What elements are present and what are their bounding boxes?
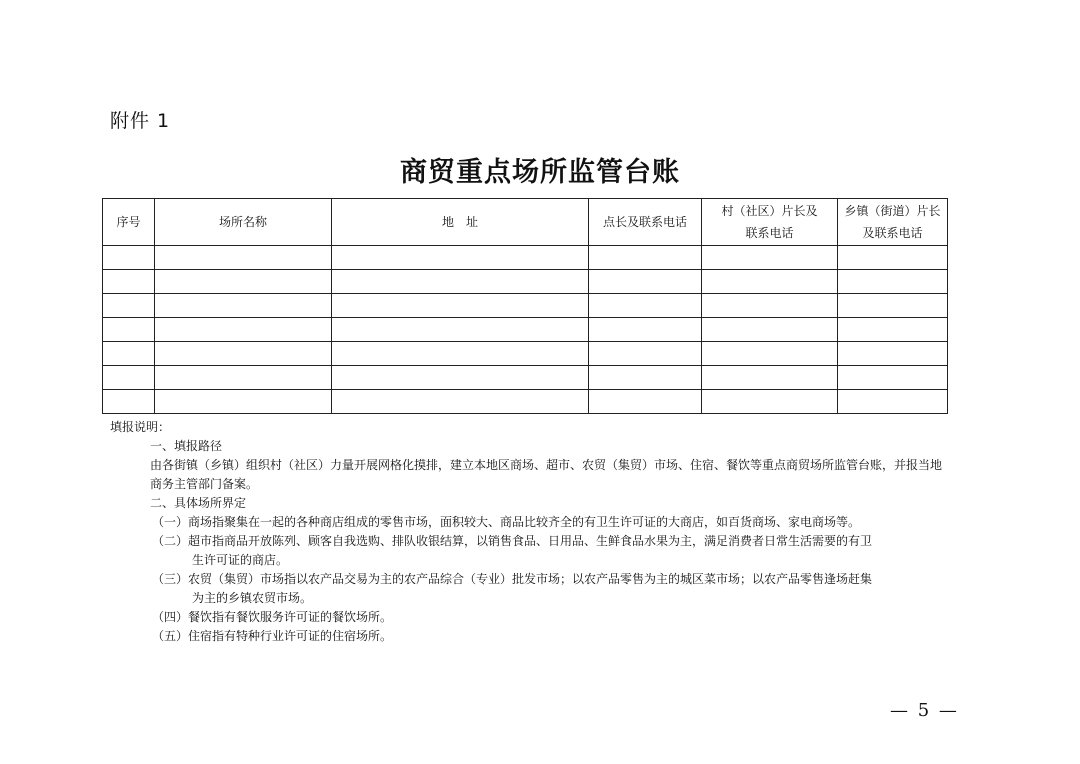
- table-cell[interactable]: [589, 318, 702, 342]
- table-cell[interactable]: [103, 342, 155, 366]
- table-cell[interactable]: [702, 366, 838, 390]
- table-cell[interactable]: [155, 342, 332, 366]
- table-cell[interactable]: [838, 318, 948, 342]
- table-cell[interactable]: [589, 390, 702, 414]
- table-cell[interactable]: [838, 366, 948, 390]
- table-cell[interactable]: [838, 390, 948, 414]
- table-cell[interactable]: [155, 390, 332, 414]
- ledger-table: [102, 198, 948, 414]
- notes-section2-title: 二、具体场所界定: [150, 496, 247, 510]
- table-cell[interactable]: [702, 390, 838, 414]
- table-cell[interactable]: [702, 294, 838, 318]
- col-header-venue-name: 场所名称: [155, 199, 332, 246]
- table-cell[interactable]: [103, 318, 155, 342]
- attachment-label: 附件 1: [110, 110, 171, 132]
- table-row: [103, 342, 948, 366]
- table-cell[interactable]: [332, 318, 589, 342]
- table-cell[interactable]: [589, 342, 702, 366]
- table-cell[interactable]: [702, 342, 838, 366]
- notes-heading: 填报说明：: [110, 420, 171, 434]
- table-cell[interactable]: [155, 294, 332, 318]
- filling-notes: [110, 418, 960, 646]
- table-cell[interactable]: [838, 294, 948, 318]
- table-cell[interactable]: [155, 246, 332, 270]
- table-cell[interactable]: [589, 246, 702, 270]
- notes-item-3: （三）农贸（集贸）市场指以农产品交易为主的农产品综合（专业）批发市场；以农产品零售为主的城区菜市场；以农产品零售逢场赶集: [152, 572, 873, 586]
- table-cell[interactable]: [103, 390, 155, 414]
- table-cell[interactable]: [332, 246, 589, 270]
- table-cell[interactable]: [155, 366, 332, 390]
- table-cell[interactable]: [838, 246, 948, 270]
- table-row: [103, 390, 948, 414]
- notes-item-2: （二）超市指商品开放陈列、顾客自我选购、排队收银结算，以销售食品、日用品、生鲜食品水果为主，满足消费者日常生活需要的有卫: [152, 534, 873, 548]
- page-title: 商贸重点场所监管台账: [400, 157, 680, 188]
- table-cell[interactable]: [702, 246, 838, 270]
- table-cell[interactable]: [155, 318, 332, 342]
- page-number: — 5 —: [890, 700, 959, 721]
- table-cell[interactable]: [702, 318, 838, 342]
- table-cell[interactable]: [332, 366, 589, 390]
- table-row: [103, 318, 948, 342]
- notes-item-5: （五）住宿指有特种行业许可证的住宿场所。: [152, 629, 393, 643]
- col-header-town-leader: 乡镇（街道）片长及联系电话: [838, 199, 948, 246]
- table-cell[interactable]: [103, 246, 155, 270]
- notes-item-3-cont: 为主的乡镇农贸市场。: [192, 591, 313, 605]
- table-cell[interactable]: [155, 270, 332, 294]
- table-header-row: [103, 199, 948, 246]
- table-row: [103, 246, 948, 270]
- notes-item-4: （四）餐饮指有餐饮服务许可证的餐饮场所。: [152, 610, 393, 624]
- col-header-village-leader: 村（社区）片长及联系电话: [702, 199, 838, 246]
- col-header-index: 序号: [103, 199, 155, 246]
- notes-item-1: （一）商场指聚集在一起的各种商店组成的零售市场，面积较大、商品比较齐全的有卫生许可证的大商店，如百货商场、家电商场等。: [152, 515, 861, 529]
- table-cell[interactable]: [332, 270, 589, 294]
- table-cell[interactable]: [589, 294, 702, 318]
- table-cell[interactable]: [838, 270, 948, 294]
- table-cell[interactable]: [332, 342, 589, 366]
- table-cell[interactable]: [589, 366, 702, 390]
- table-cell[interactable]: [332, 390, 589, 414]
- table-cell[interactable]: [103, 270, 155, 294]
- table-cell[interactable]: [838, 342, 948, 366]
- col-header-point-leader: 点长及联系电话: [589, 199, 702, 246]
- table-row: [103, 270, 948, 294]
- table-cell[interactable]: [702, 270, 838, 294]
- notes-section1-title: 一、填报路径: [150, 439, 223, 453]
- table-cell[interactable]: [332, 294, 589, 318]
- notes-item-2-cont: 生许可证的商店。: [192, 553, 289, 567]
- notes-section1-body: 由各街镇（乡镇）组织村（社区）力量开展网格化摸排，建立本地区商场、超市、农贸（集贸）市场、住宿、餐饮等重点商贸场所监管台账，并报当地商务主管部门备案。: [150, 458, 943, 491]
- table-cell[interactable]: [103, 294, 155, 318]
- table-cell[interactable]: [589, 270, 702, 294]
- table-row: [103, 294, 948, 318]
- table-row: [103, 366, 948, 390]
- table-cell[interactable]: [103, 366, 155, 390]
- col-header-address: 地 址: [332, 199, 589, 246]
